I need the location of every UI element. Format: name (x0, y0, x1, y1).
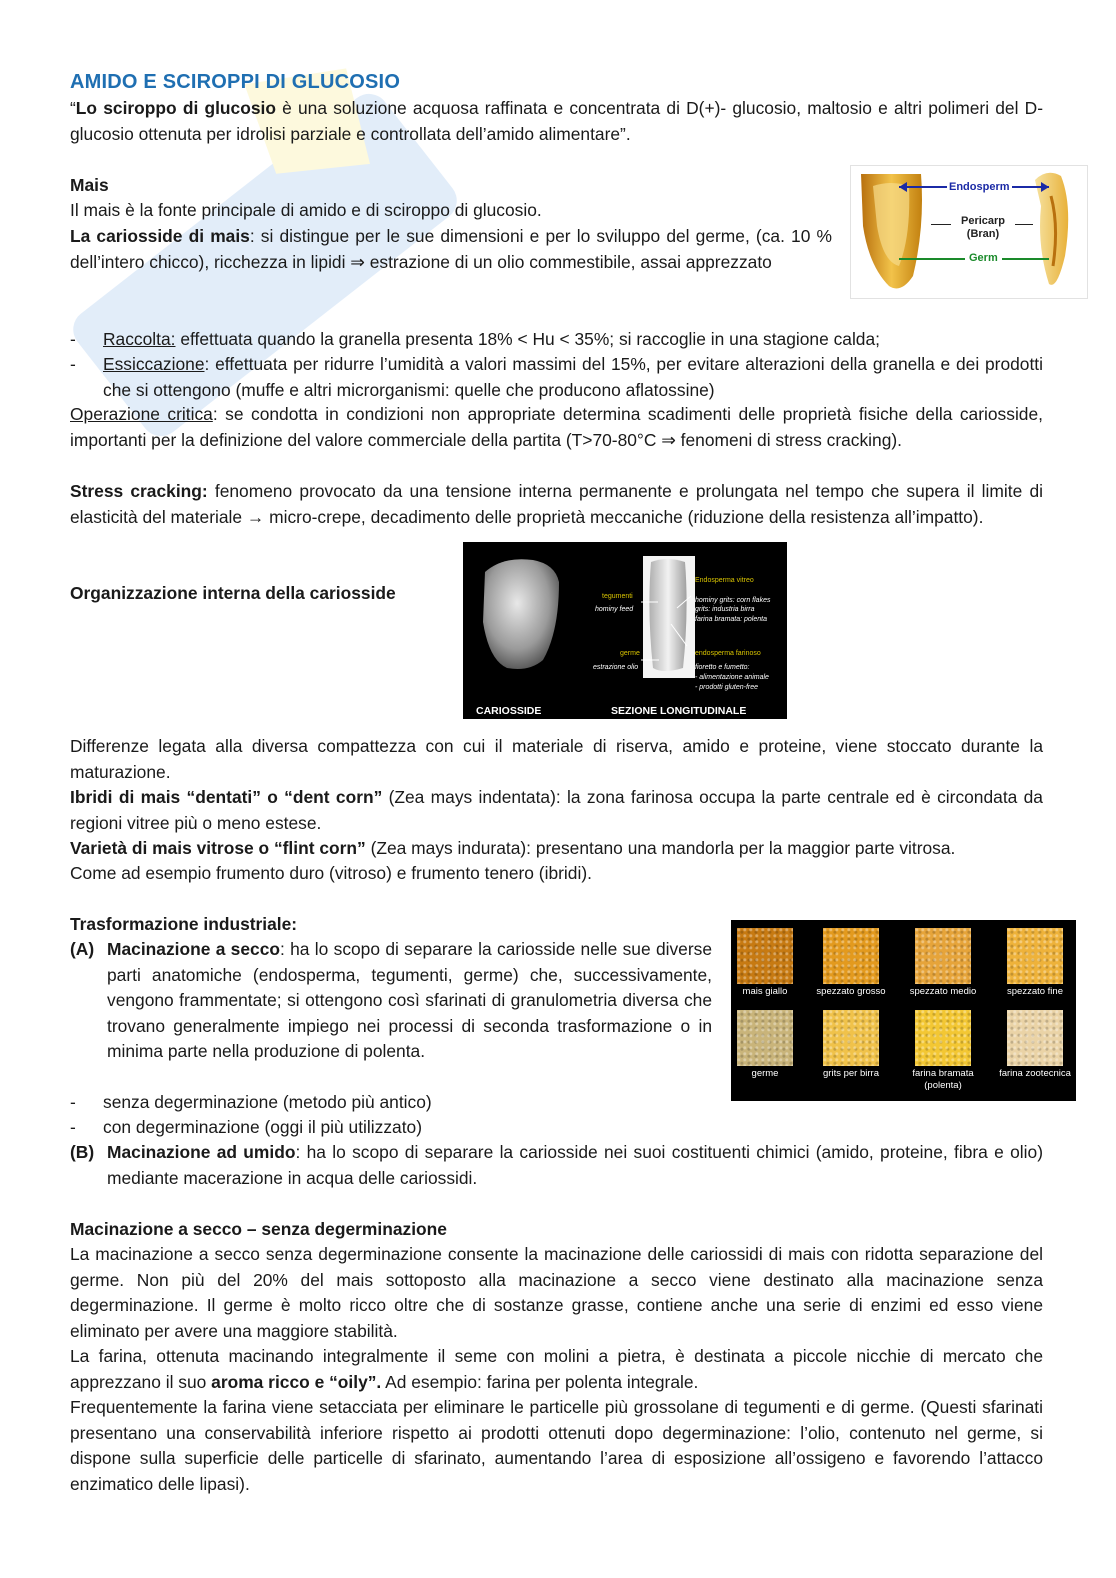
product-swatch (737, 928, 793, 984)
label-pericarp: Pericarp (Bran) (960, 215, 1006, 240)
arrow-right-icon (1041, 182, 1049, 192)
label-endosperma-farinoso: endosperma farinoso (695, 650, 761, 657)
product-label: farina bramata (polenta) (912, 1068, 974, 1091)
product-label: spezzato medio (909, 986, 977, 997)
essiccazione-item: - Essiccazione: effettuata per ridurre l’umidità a valori massimi del 15%, per evitare alterazioni della granella e dei prodotti che si ottengono (muffe e altri microrganismi: quelle che producono aflatossine) (70, 354, 1043, 400)
product-swatch (1007, 1010, 1063, 1066)
page-title: AMIDO E SCIROPPI DI GLUCOSIO (70, 71, 401, 93)
secco-paragraph-2: La farina, ottenuta macinando integralmente il seme con molini a pietra, è destinata a piccole nicchie di mercato che apprezzano il suo aroma ricco e “oily”. Ad esempio: farina per polenta integrale. (70, 1346, 1043, 1392)
varieta-paragraph: Varietà di mais vitrose o “flint corn” (Zea mays indurata): presentano una mandorla per la maggior parte vitrosa. (70, 838, 956, 858)
vitreo-use-3: farina bramata: polenta (695, 616, 767, 623)
intro-paragraph: “Lo sciroppo di glucosio è una soluzione acquosa raffinata e concentrata di D(+)- glucosio, maltosio e altri polimeri del D- glucosio ottenuta per idrolisi parziale e controllata dell’amido alimentare”. (70, 98, 1043, 144)
cariosside-section-figure (463, 542, 787, 719)
label-estrazione-olio: estrazione olio (593, 664, 639, 671)
caption-sezione: SEZIONE LONGITUDINALE (611, 705, 747, 717)
product-swatch (823, 1010, 879, 1066)
milling-products-figure (731, 920, 1076, 1101)
product-swatch (737, 1010, 793, 1066)
operazione-critica-paragraph: Operazione critica: se condotta in condizioni non appropriate determina scadimenti delle proprietà fisiche della cariosside, importanti per la definizione del valore commerciale della partita (T>70-80°C ⇒ fenomeni di stress cracking). (70, 404, 1043, 450)
product-label: spezzato fine (1007, 986, 1063, 997)
label-endosperma-vitreo: Endosperma vitreo (695, 577, 754, 584)
corn-kernel-figure (850, 165, 1088, 299)
macinazione-secco-item: (A) Macinazione a secco: ha lo scopo di separare la cariosside nelle sue diverse parti anatomiche (endosperma, tegumenti, germe) che, successivamente, vengono frammentate; si ottengono così sfarinati di granulometria diversa che trovano generalmente impiego nei processi di seconda trasformazione o in minima parte nella produzione di polenta. (70, 939, 713, 1061)
secco-paragraph-1: La macinazione a secco senza degerminazione consente la macinazione delle cariossidi di mais con ridotta separazione del germe. Non più del 20% del mais sottoposto alla macinazione a secco viene destinato alla macinazione senza degerminazione. Il germe è molto ricco oltre che di sostanze grasse, contiene anche una serie di enzimi ed esso viene eliminato per avere una maggiore stabilità. (70, 1244, 1043, 1341)
caption-cariosside: CARIOSSIDE (476, 705, 542, 717)
farinoso-use-1: fioretto e fumetto: (695, 664, 750, 671)
ibridi-paragraph: Ibridi di mais “dentati” o “dent corn” (Zea mays indentata): la zona farinosa occupa la parte centrale ed è circondata da regioni vitree più o meno estese. (70, 787, 1043, 833)
farinoso-use-2: - alimentazione animale (695, 674, 769, 681)
label-hominy-feed: hominy feed (595, 606, 634, 613)
senza-degerminazione-item: - senza degerminazione (metodo più antico) (70, 1092, 432, 1112)
product-swatch (1007, 928, 1063, 984)
mais-heading: Mais (70, 175, 109, 195)
con-degerminazione-item: - con degerminazione (oggi il più utilizzato) (70, 1117, 423, 1137)
come-ad-esempio: Come ad esempio frumento duro (vitroso) e frumento tenero (ibridi). (70, 863, 592, 883)
label-endosperm: Endosperm (949, 181, 1010, 193)
vitreo-use-2: grits: industria birra (695, 606, 755, 613)
product-swatch (915, 928, 971, 984)
stress-cracking-paragraph: Stress cracking: fenomeno provocato da una tensione interna permanente e prolungata nel tempo che supera il limite di elasticità del materiale → micro-crepe, decadimento delle proprietà meccaniche (riduzione della resistenza all’impatto). (70, 481, 1043, 527)
organizzazione-heading: Organizzazione interna della cariosside (70, 583, 396, 603)
trasformazione-heading: Trasformazione industriale: (70, 914, 298, 934)
farinoso-use-3: - prodotti gluten-free (695, 684, 759, 691)
product-label: mais giallo (742, 986, 788, 997)
product-swatch (915, 1010, 971, 1066)
kernel-section-image (463, 542, 787, 719)
product-label: spezzato grosso (816, 986, 886, 997)
secco-paragraph-3: Frequentemente la farina viene setacciata per eliminare le particelle più grossolane di tegumenti e di germe. (Questi sfarinati presentano una conservabilità inferiore rispetto ai prodotti ottenuti dopo degerminazione: l’olio, contenuto nel germe, si dispone sulla superficie delle particelle di sfarinato, aumentando l’area di esposizione all’ossigeno e favorendo l’attacco enzimatico delle lipasi). (70, 1397, 1043, 1494)
secco-heading: Macinazione a secco – senza degerminazione (70, 1219, 447, 1239)
label-tegumenti: tegumenti (602, 593, 633, 600)
differenze-paragraph: Differenze legata alla diversa compattezza con cui il materiale di riserva, amido e proteine, viene stoccato durante la maturazione. (70, 736, 1043, 782)
mais-line1: Il mais è la fonte principale di amido e di sciroppo di glucosio. (70, 200, 542, 220)
product-label: germe (751, 1068, 779, 1079)
label-germ: Germ (965, 252, 1002, 265)
raccolta-item: - Raccolta: effettuata quando la granella presenta 18% < Hu < 35%; si raccoglie in una stagione calda; (70, 329, 880, 349)
arrow-left-icon (899, 182, 907, 192)
macinazione-umido-item: (B) Macinazione ad umido: ha lo scopo di separare la cariosside nei suoi costituenti chimici (amido, proteine, fibra e olio) mediante macerazione in acqua delle cariossidi. (70, 1142, 1043, 1188)
label-germe: germe (620, 650, 640, 657)
product-label: grits per birra (823, 1068, 879, 1079)
vitreo-use-1: hominy grits: corn flakes (695, 597, 771, 604)
product-label: farina zootecnica (999, 1068, 1071, 1079)
cariosside-paragraph: La cariosside di mais: si distingue per le sue dimensioni e per lo sviluppo del germe, (ca. 10 % dell’intero chicco), ricchezza in lipidi ⇒ estrazione di un olio commestibile, assai apprezzato (70, 226, 832, 272)
product-swatch (823, 928, 879, 984)
